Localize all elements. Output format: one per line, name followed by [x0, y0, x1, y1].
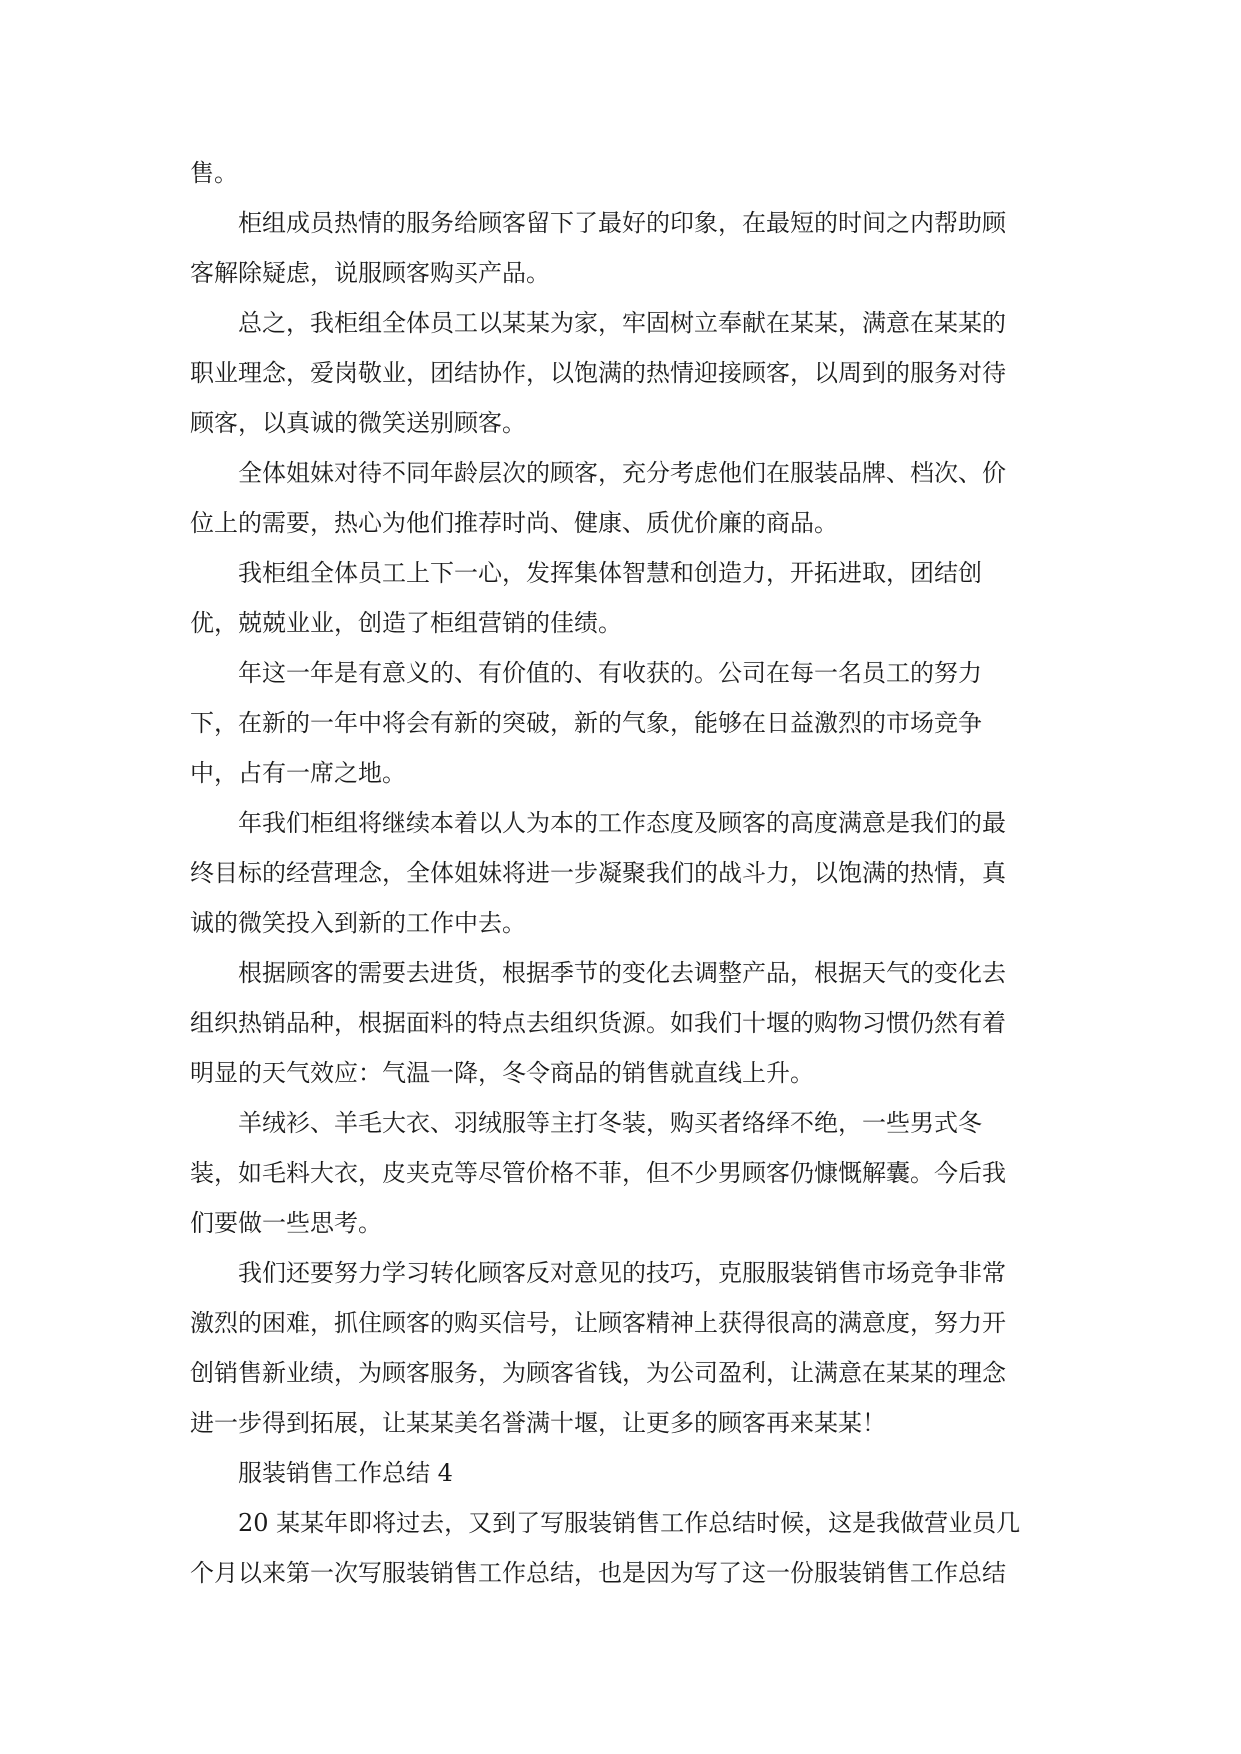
text-line: 激烈的困难，抓住顾客的购买信号，让顾客精神上获得很高的满意度，努力开 [190, 1309, 1006, 1337]
text-line: 年这一年是有意义的、有价值的、有收获的。公司在每一名员工的努力 [238, 659, 982, 687]
text-line: 服装销售工作总结 4 [238, 1459, 453, 1487]
text-line: 组织热销品种，根据面料的特点去组织货源。如我们十堰的购物习惯仍然有着 [190, 1009, 1006, 1037]
text-line: 羊绒衫、羊毛大衣、羽绒服等主打冬装，购买者络绎不绝，一些男式冬 [238, 1109, 982, 1137]
text-line: 总之，我柜组全体员工以某某为家，牢固树立奉献在某某，满意在某某的 [238, 309, 1006, 337]
text-line: 诚的微笑投入到新的工作中去。 [190, 909, 526, 937]
text-line: 个月以来第一次写服装销售工作总结，也是因为写了这一份服装销售工作总结 [190, 1559, 1006, 1587]
text-line: 创销售新业绩，为顾客服务，为顾客省钱，为公司盈利，让满意在某某的理念 [190, 1359, 1006, 1387]
text-line: 下，在新的一年中将会有新的突破，新的气象，能够在日益激烈的市场竞争 [190, 709, 982, 737]
text-line: 优，兢兢业业，创造了柜组营销的佳绩。 [190, 609, 622, 637]
text-line: 全体姐妹对待不同年龄层次的顾客，充分考虑他们在服装品牌、档次、价 [238, 459, 1006, 487]
text-line: 中，占有一席之地。 [190, 759, 406, 787]
text-line: 售。 [190, 159, 238, 187]
text-line: 年我们柜组将继续本着以人为本的工作态度及顾客的高度满意是我们的最 [238, 809, 1006, 837]
text-line: 终目标的经营理念，全体姐妹将进一步凝聚我们的战斗力，以饱满的热情，真 [190, 859, 1006, 887]
text-line: 职业理念，爱岗敬业，团结协作，以饱满的热情迎接顾客，以周到的服务对待 [190, 359, 1006, 387]
text-line: 位上的需要，热心为他们推荐时尚、健康、质优价廉的商品。 [190, 509, 838, 537]
text-line: 柜组成员热情的服务给顾客留下了最好的印象，在最短的时间之内帮助顾 [238, 209, 1006, 237]
text-line: 根据顾客的需要去进货，根据季节的变化去调整产品，根据天气的变化去 [238, 959, 1006, 987]
text-line: 20 某某年即将过去，又到了写服装销售工作总结时候，这是我做营业员几 [238, 1509, 1021, 1537]
text-line: 进一步得到拓展，让某某美名誉满十堰，让更多的顾客再来某某！ [190, 1409, 886, 1437]
text-line: 我们还要努力学习转化顾客反对意见的技巧，克服服装销售市场竞争非常 [238, 1259, 1006, 1287]
text-line: 我柜组全体员工上下一心，发挥集体智慧和创造力，开拓进取，团结创 [238, 559, 982, 587]
text-line: 装，如毛料大衣，皮夹克等尽管价格不菲，但不少男顾客仍慷慨解囊。今后我 [190, 1159, 1006, 1187]
text-line: 们要做一些思考。 [190, 1209, 382, 1237]
document-page [190, 148, 1050, 1598]
text-line: 客解除疑虑，说服顾客购买产品。 [190, 259, 550, 287]
text-line: 顾客，以真诚的微笑送别顾客。 [190, 409, 526, 437]
text-line: 明显的天气效应：气温一降，冬令商品的销售就直线上升。 [190, 1059, 814, 1087]
